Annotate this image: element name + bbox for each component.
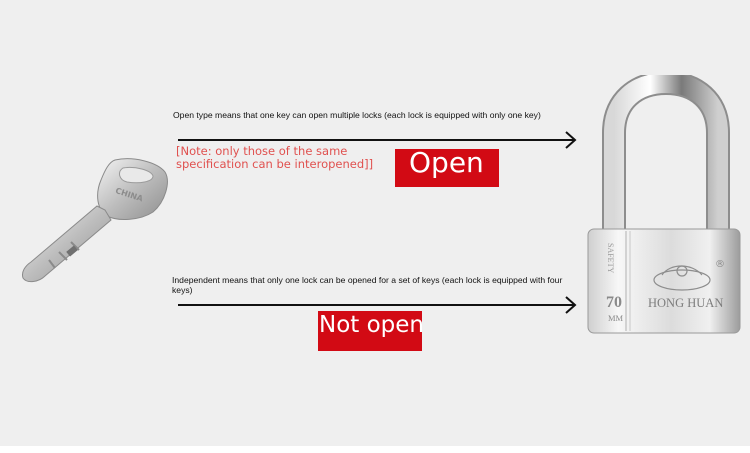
padlock-size-unit: MM	[608, 313, 624, 323]
key-engraving: CHINA	[114, 186, 145, 204]
registered-mark: ®	[715, 259, 725, 270]
not-open-badge: Not open	[318, 311, 422, 351]
padlock-side-mark: SAFETY	[606, 243, 615, 274]
open-badge: Open	[395, 149, 499, 187]
padlock-size-value: 70	[606, 294, 622, 311]
padlock-image	[578, 75, 750, 335]
key-image	[15, 150, 175, 290]
independent-caption: Independent means that only one lock can be opened for a set of keys (each lock is equipped with four keys)	[172, 275, 563, 295]
padlock-brand: HONG HUAN	[648, 296, 724, 310]
open-type-caption: Open type means that one key can open multiple locks (each lock is equipped with only one key)	[173, 110, 541, 120]
interopen-note: [Note: only those of the same specification can be interopened]]	[176, 144, 374, 171]
